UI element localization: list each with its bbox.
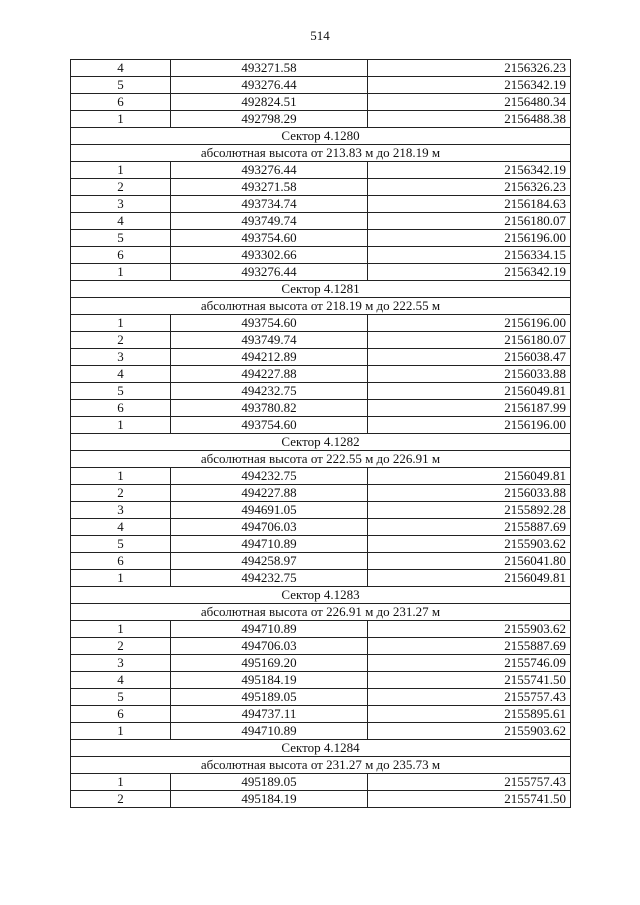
table-row — [71, 383, 571, 400]
point-number: 1 — [71, 723, 171, 740]
table-row — [71, 77, 571, 94]
coordinate-y: 2155757.43 — [368, 774, 571, 791]
table-row — [71, 349, 571, 366]
point-number: 1 — [71, 162, 171, 179]
table-row — [71, 162, 571, 179]
coordinate-x: 493302.66 — [171, 247, 368, 264]
point-number: 5 — [71, 536, 171, 553]
table-row — [71, 638, 571, 655]
coordinate-x: 493749.74 — [171, 332, 368, 349]
point-number: 3 — [71, 196, 171, 213]
table-row — [71, 264, 571, 281]
coordinate-y: 2156033.88 — [368, 366, 571, 383]
sector-title-row — [71, 740, 571, 757]
point-number: 5 — [71, 230, 171, 247]
point-number: 1 — [71, 621, 171, 638]
coordinate-y: 2156180.07 — [368, 213, 571, 230]
coordinate-y: 2156180.07 — [368, 332, 571, 349]
sector-height-row — [71, 604, 571, 621]
coordinate-x: 493754.60 — [171, 417, 368, 434]
sector-title: Сектор 4.1281 — [71, 281, 571, 298]
coordinate-x: 495189.05 — [171, 689, 368, 706]
table-row — [71, 400, 571, 417]
sector-title: Сектор 4.1280 — [71, 128, 571, 145]
point-number: 6 — [71, 553, 171, 570]
coordinate-y: 2156342.19 — [368, 264, 571, 281]
coordinate-y: 2156196.00 — [368, 417, 571, 434]
coordinate-y: 2156033.88 — [368, 485, 571, 502]
point-number: 2 — [71, 485, 171, 502]
table-row — [71, 247, 571, 264]
coordinate-y: 2156488.38 — [368, 111, 571, 128]
point-number: 3 — [71, 655, 171, 672]
sector-height-range: абсолютная высота от 222.55 м до 226.91 м — [71, 451, 571, 468]
sector-height-range: абсолютная высота от 231.27 м до 235.73 м — [71, 757, 571, 774]
table-row — [71, 196, 571, 213]
coordinate-x: 492798.29 — [171, 111, 368, 128]
sector-height-range: абсолютная высота от 213.83 м до 218.19 м — [71, 145, 571, 162]
sector-title-row — [71, 281, 571, 298]
coordinate-x: 493276.44 — [171, 162, 368, 179]
point-number: 3 — [71, 502, 171, 519]
point-number: 1 — [71, 417, 171, 434]
table-row — [71, 502, 571, 519]
sector-height-row — [71, 145, 571, 162]
table-row — [71, 230, 571, 247]
sector-title-row — [71, 434, 571, 451]
coordinate-y: 2156342.19 — [368, 77, 571, 94]
sector-height-row — [71, 298, 571, 315]
table-row — [71, 332, 571, 349]
coordinate-x: 494232.75 — [171, 570, 368, 587]
coordinate-y: 2156041.80 — [368, 553, 571, 570]
sector-title: Сектор 4.1282 — [71, 434, 571, 451]
point-number: 1 — [71, 315, 171, 332]
point-number: 2 — [71, 332, 171, 349]
coordinate-y: 2156334.15 — [368, 247, 571, 264]
point-number: 5 — [71, 77, 171, 94]
table-row — [71, 553, 571, 570]
coordinate-x: 494706.03 — [171, 638, 368, 655]
coordinate-y: 2155887.69 — [368, 519, 571, 536]
point-number: 2 — [71, 638, 171, 655]
coordinate-y: 2155746.09 — [368, 655, 571, 672]
coordinate-x: 493271.58 — [171, 60, 368, 77]
sector-title: Сектор 4.1284 — [71, 740, 571, 757]
table-row — [71, 315, 571, 332]
coordinate-x: 495184.19 — [171, 672, 368, 689]
table-row — [71, 536, 571, 553]
point-number: 1 — [71, 264, 171, 281]
coordinate-x: 495184.19 — [171, 791, 368, 808]
coordinates-table-body — [71, 60, 571, 808]
point-number: 1 — [71, 570, 171, 587]
coordinate-y: 2155892.28 — [368, 502, 571, 519]
coordinate-y: 2155903.62 — [368, 723, 571, 740]
table-row — [71, 417, 571, 434]
coordinate-x: 493271.58 — [171, 179, 368, 196]
coordinate-x: 494258.97 — [171, 553, 368, 570]
point-number: 1 — [71, 774, 171, 791]
coordinate-y: 2156326.23 — [368, 179, 571, 196]
coordinate-x: 493754.60 — [171, 315, 368, 332]
table-row — [71, 468, 571, 485]
coordinate-x: 493749.74 — [171, 213, 368, 230]
table-row — [71, 485, 571, 502]
page-number: 514 — [310, 28, 330, 43]
sector-height-range: абсолютная высота от 226.91 м до 231.27 м — [71, 604, 571, 621]
point-number: 1 — [71, 468, 171, 485]
point-number: 4 — [71, 213, 171, 230]
point-number: 5 — [71, 383, 171, 400]
table-row — [71, 94, 571, 111]
coordinate-y: 2155903.62 — [368, 536, 571, 553]
coordinate-x: 494227.88 — [171, 366, 368, 383]
coordinate-y: 2156326.23 — [368, 60, 571, 77]
sector-height-row — [71, 757, 571, 774]
table-row — [71, 179, 571, 196]
coordinate-x: 494710.89 — [171, 536, 368, 553]
table-row — [71, 655, 571, 672]
coordinate-x: 495169.20 — [171, 655, 368, 672]
table-row — [71, 774, 571, 791]
table-row — [71, 621, 571, 638]
coordinate-y: 2156342.19 — [368, 162, 571, 179]
coordinate-x: 494710.89 — [171, 723, 368, 740]
point-number: 4 — [71, 366, 171, 383]
coordinate-x: 494737.11 — [171, 706, 368, 723]
coordinate-y: 2156480.34 — [368, 94, 571, 111]
coordinate-x: 492824.51 — [171, 94, 368, 111]
coordinate-x: 494212.89 — [171, 349, 368, 366]
coordinate-x: 494232.75 — [171, 383, 368, 400]
table-row — [71, 111, 571, 128]
coordinate-y: 2156187.99 — [368, 400, 571, 417]
point-number: 2 — [71, 179, 171, 196]
coordinate-x: 493734.74 — [171, 196, 368, 213]
point-number: 4 — [71, 60, 171, 77]
coordinate-x: 493754.60 — [171, 230, 368, 247]
table-row — [71, 706, 571, 723]
table-row — [71, 791, 571, 808]
sector-height-range: абсолютная высота от 218.19 м до 222.55 м — [71, 298, 571, 315]
table-row — [71, 689, 571, 706]
coordinate-x: 494706.03 — [171, 519, 368, 536]
coordinate-y: 2155757.43 — [368, 689, 571, 706]
point-number: 3 — [71, 349, 171, 366]
sector-title-row — [71, 587, 571, 604]
coordinate-x: 494227.88 — [171, 485, 368, 502]
point-number: 6 — [71, 400, 171, 417]
table-row — [71, 60, 571, 77]
table-row — [71, 213, 571, 230]
point-number: 1 — [71, 111, 171, 128]
coordinate-y: 2155895.61 — [368, 706, 571, 723]
point-number: 4 — [71, 519, 171, 536]
table-row — [71, 366, 571, 383]
coordinate-y: 2156049.81 — [368, 570, 571, 587]
coordinate-y: 2155741.50 — [368, 672, 571, 689]
coordinate-x: 493276.44 — [171, 264, 368, 281]
table-row — [71, 570, 571, 587]
table-row — [71, 723, 571, 740]
sector-title: Сектор 4.1283 — [71, 587, 571, 604]
table-row — [71, 672, 571, 689]
coordinate-y: 2155887.69 — [368, 638, 571, 655]
coordinate-x: 493780.82 — [171, 400, 368, 417]
table-row — [71, 519, 571, 536]
point-number: 4 — [71, 672, 171, 689]
coordinate-x: 494691.05 — [171, 502, 368, 519]
point-number: 6 — [71, 247, 171, 264]
coordinate-y: 2156196.00 — [368, 230, 571, 247]
coordinate-y: 2156196.00 — [368, 315, 571, 332]
point-number: 6 — [71, 706, 171, 723]
coordinate-x: 494710.89 — [171, 621, 368, 638]
coordinate-y: 2156184.63 — [368, 196, 571, 213]
point-number: 2 — [71, 791, 171, 808]
point-number: 6 — [71, 94, 171, 111]
coordinate-y: 2156049.81 — [368, 468, 571, 485]
coordinate-y: 2155741.50 — [368, 791, 571, 808]
coordinate-x: 495189.05 — [171, 774, 368, 791]
coordinate-x: 494232.75 — [171, 468, 368, 485]
point-number: 5 — [71, 689, 171, 706]
coordinate-x: 493276.44 — [171, 77, 368, 94]
coordinate-y: 2156049.81 — [368, 383, 571, 400]
coordinates-table — [70, 59, 571, 808]
coordinate-y: 2156038.47 — [368, 349, 571, 366]
sector-title-row — [71, 128, 571, 145]
coordinate-y: 2155903.62 — [368, 621, 571, 638]
sector-height-row — [71, 451, 571, 468]
